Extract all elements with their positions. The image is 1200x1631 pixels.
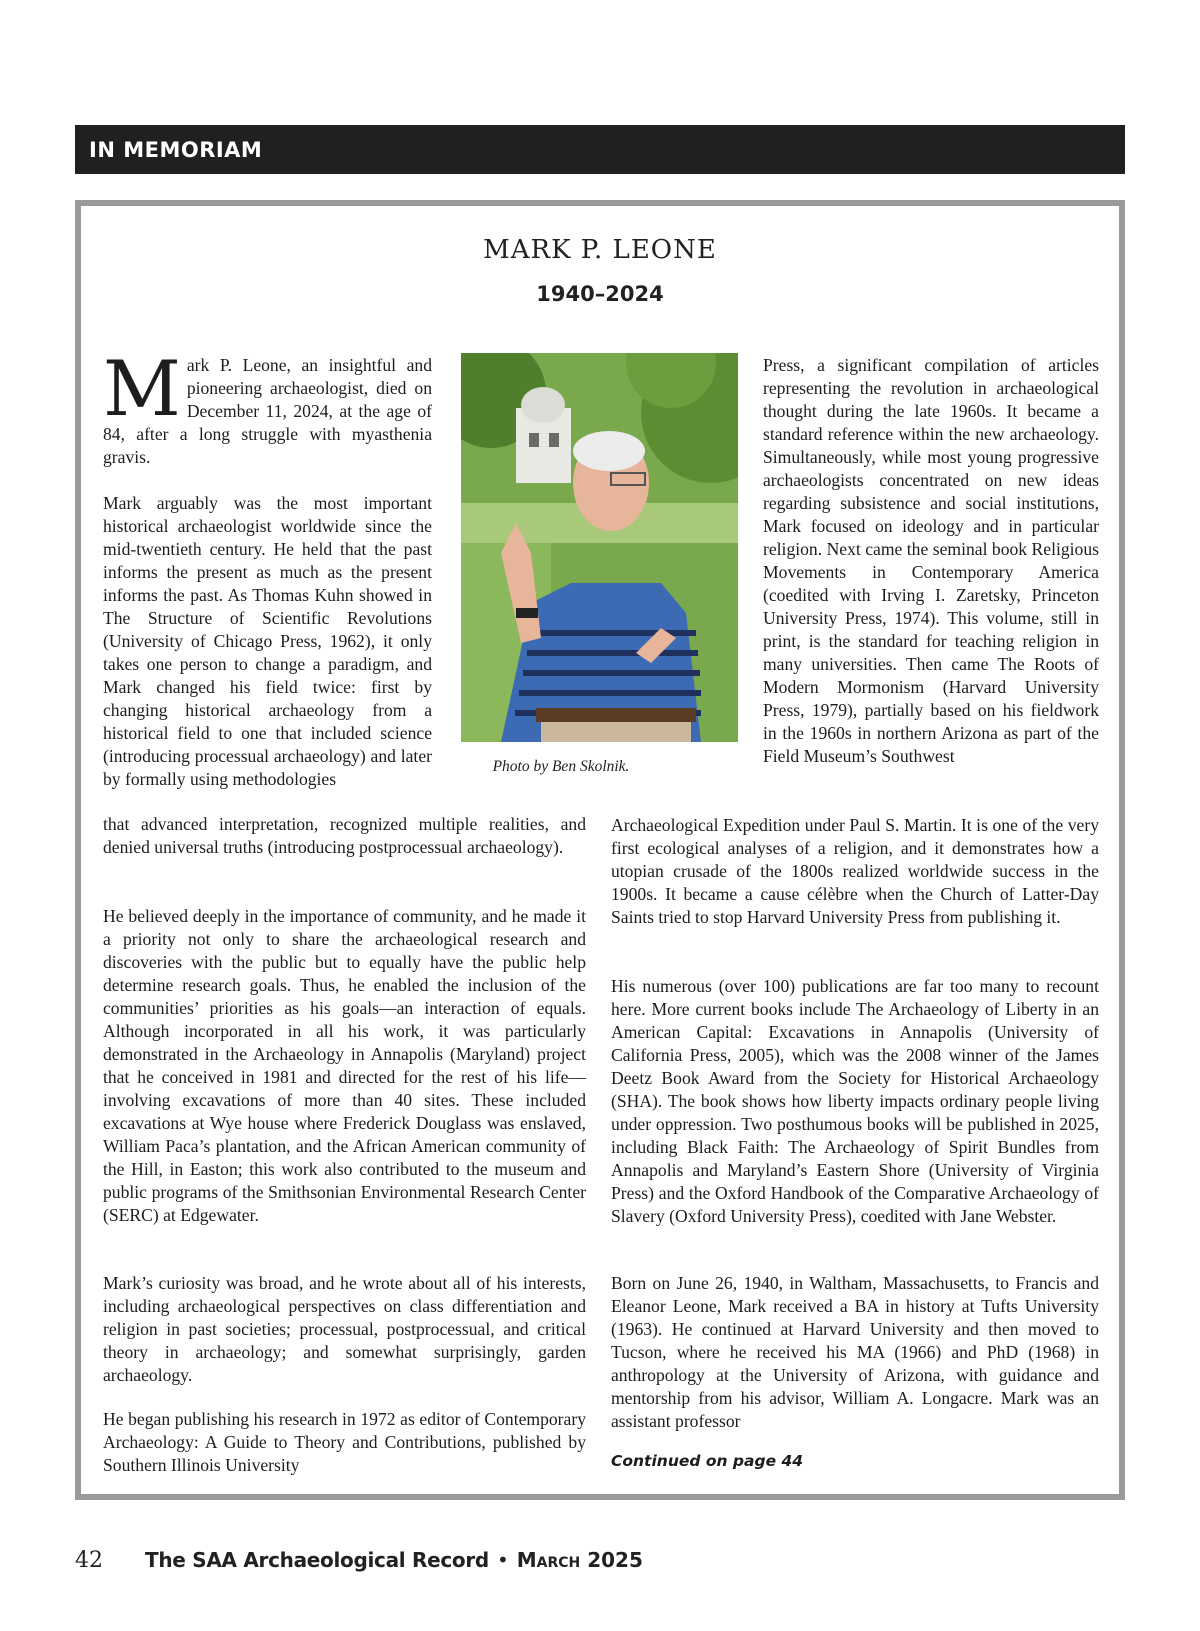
paragraph-intro	[103, 344, 432, 469]
drop-cap: M	[103, 344, 181, 433]
page-number: 42	[75, 1548, 103, 1573]
journal-name: The SAA Archaeological Record	[145, 1548, 489, 1572]
intro-text: ark P. Leone, an insightful and pioneering archaeologist, died on December 11, 2024, at the age of 84, after a long struggle with myasthenia gravis.	[103, 355, 432, 467]
paragraph-significance-continued: that advanced interpretation, recognized multiple realities, and denied universal truths (introducing postprocessual archaeology).	[103, 814, 586, 857]
paragraph-biography: Born on June 26, 1940, in Waltham, Massachusetts, to Francis and Eleanor Leone, Mark received a BA in history at Tufts University (1963). He continued at Harvard University and then moved to Tucson, where he received his MA (1966) and PhD (1968) in anthropology at the University of Arizona, with guidance and mentorship from his advisor, William A. Longacre. Mark was an assistant professor	[611, 1273, 1099, 1431]
paragraph-publications: His numerous (over 100) publications are far too many to recount here. More current books include The Archaeology of Liberty in an American Capital: Excavations in Annapolis (University of California Press, 2005), which was the 2008 winner of the James Deetz Book Award from the Society for Historical Archaeology (SHA). The book shows how liberty impacts ordinary people living under oppression. Two posthumous books will be published in 2025, including Black Faith: The Archaeology of Spirit Bundles from Annapolis and Maryland’s Eastern Shore (University of Virginia Press) and the Oxford Handbook of the Comparative Archaeology of Slavery (Oxford University Press), coedited with Jane Webster.	[611, 976, 1099, 1226]
paragraph-press: Press, a significant compilation of articles representing the revolution in archaeological thought during the late 1960s. It became a standard reference within the new archaeology. Simultaneously, while most young progressive archaeologists concentrated on new ideas regarding subsistence and social institutions, Mark focused on ideology and in particular religion. Next came the seminal book Religious Movements in Contemporary America (coedited with Irving I. Zaretsky, Princeton University Press, 1974). This volume, still in print, is the standard for teaching religion in many universities. Then came The Roots of Modern Mormonism (Harvard University Press, 1979), partially based on his fieldwork in the 1960s in northern Arizona as part of the Field Museum’s Southwest	[763, 355, 1099, 766]
paragraph-press-continued: Archaeological Expedition under Paul S. Martin. It is one of the very first ecological analyses of a religion, and it demonstrates how a utopian crusade of the 1800s realized worldwide success in the 1900s. It became a cause célèbre when the Church of Latter-Day Saints tried to stop Harvard University Press from publishing it.	[611, 815, 1099, 927]
obituary-dates: 1940–2024	[536, 282, 664, 306]
paragraph-publishing: He began publishing his research in 1972 as editor of Contemporary Archaeology: A Guide to Theory and Contributions, published by Southern Illinois University	[103, 1409, 586, 1475]
paragraph-significance: Mark arguably was the most important historical archaeologist worldwide since the mid-twentieth century. He held that the past informs the present as much as the present informs the past. As Thomas Kuhn showed in The Structure of Scientific Revolutions (University of Chicago Press, 1962), it only takes one person to change a paradigm, and Mark changed his field twice: first by changing historical archaeology from a historical field to one that included science (introducing processual archaeology) and later by formally using methodologies	[103, 493, 432, 789]
page-footer	[75, 1548, 643, 1582]
section-banner: IN MEMORIAM	[75, 125, 1125, 174]
bullet-separator: •	[496, 1548, 509, 1572]
portrait-illustration	[461, 353, 738, 742]
obituary-name: MARK P. LEONE	[483, 235, 717, 265]
paragraph-curiosity: Mark’s curiosity was broad, and he wrote about all of his interests, including archaeological perspectives on class differentiation and religion in past societies; processual, postprocessual, and critical theory in archaeology; and somewhat surprisingly, garden archaeology.	[103, 1273, 586, 1385]
issue-date: March 2025	[516, 1548, 643, 1572]
paragraph-community: He believed deeply in the importance of community, and he made it a priority not only to share the archaeological research and discoveries with the public but to equally have the public help determine research goals. Thus, he enabled the inclusion of the communities’ priorities as his goals—an interaction of equals. Although incorporated in all his work, it was particularly demonstrated in the Archaeology in Annapolis (Maryland) project that he conceived in 1981 and directed for the rest of his life—involving excavations of more than 40 sites. These included excavations at Wye house where Frederick Douglass was enslaved, William Paca’s plantation, and the African American community of the Hill, in Easton; this work also contributed to the museum and public programs of the Smithsonian Environmental Research Center (SERC) at Edgewater.	[103, 906, 586, 1225]
continued-link[interactable]: Continued on page 44	[611, 1452, 804, 1470]
photo-caption: Photo by Ben Skolnik.	[492, 758, 630, 775]
portrait-photo	[461, 353, 738, 742]
